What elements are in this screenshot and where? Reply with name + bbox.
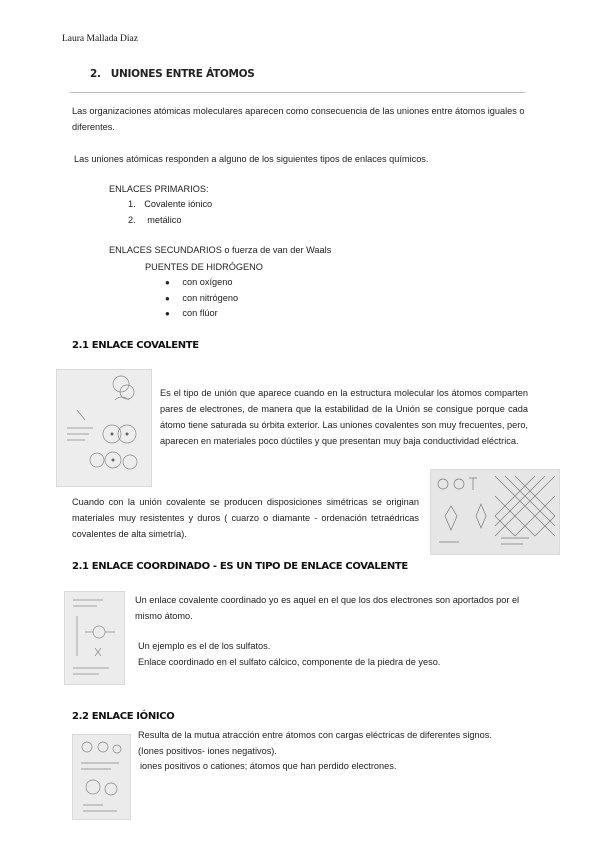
coordinate-bond-sketch-image [64, 591, 125, 685]
ionico-paragraph-3: iones positivos o cationes; átomos que han perdido electrones. [140, 761, 397, 771]
heading-ionico: 2.2 ENLACE IÓNICO [72, 711, 175, 722]
section-title [90, 68, 254, 80]
primary-item-2 [128, 212, 181, 228]
bullet-item [165, 274, 232, 291]
list-number: 2. [128, 215, 136, 225]
primary-bonds-label: ENLACES PRIMARIOS: [109, 184, 209, 194]
ionic-bond-sketch-image [72, 734, 131, 820]
heading-coordinado: 2.1 ENLACE COORDINADO - ES UN TIPO DE ENLACE COVALENTE [72, 561, 408, 572]
title-divider [70, 92, 525, 93]
bullet-icon: ● [165, 294, 170, 303]
intro-paragraph: Las organizaciones atómicas moleculares aparecen como consecuencia de las uniones entre átomos iguales o diferentes. [72, 106, 525, 132]
secondary-bonds-label: ENLACES SECUNDARIOS o fuerza de van der Waals [109, 245, 332, 255]
covalente-paragraph-2: Cuando con la unión covalente se producen disposiciones simétricas se originan materiales muy resistentes y duros ( cuarzo o diamante - ordenación tetraédricas covalentes de alta simetría). [72, 497, 419, 539]
list-text: Covalente iónico [144, 199, 213, 209]
ionico-paragraph-1: Resulta de la mutua atracción entre átomos con cargas eléctricas de diferentes signos. [138, 730, 492, 740]
bullet-text: con oxígeno [182, 277, 233, 287]
list-number: 1. [128, 199, 136, 209]
heading-covalente: 2.1 ENLACE COVALENTE [72, 340, 199, 351]
covalente-paragraph-1: Es el tipo de unión que aparece cuando en la estructura molecular los átomos comparten pares de electrones, de manera que la estabilidad de la Unión se consigue porque cada átomo tiene saturada su órbita exterior. Las uniones covalentes son muy frecuentes, pero, aparecen en materiales poco dúctiles y que presentan muy baja conductividad eléctrica. [160, 388, 528, 446]
section-title-text: UNIONES ENTRE ÁTOMOS [110, 68, 255, 80]
coordinado-paragraph-3: Enlace coordinado en el sulfato cálcico, componente de la piedra de yeso. [138, 657, 441, 667]
bullet-item [165, 305, 218, 322]
section-number: 2. [90, 68, 101, 80]
list-text: metálico [147, 215, 182, 225]
coordinado-paragraph-1: Un enlace covalente coordinado yo es aquel en el que los dos electrones son aportados por el mismo átomo. [135, 595, 520, 621]
covalent-sketch-image [56, 369, 152, 487]
bullet-text: con nitrógeno [182, 293, 239, 303]
bullet-icon: ● [165, 309, 170, 318]
crystal-structure-image [430, 469, 560, 555]
author-name: Laura Mallada Díaz [62, 34, 138, 44]
types-intro-paragraph: Las uniones atómicas responden a alguno de los siguientes tipos de enlaces químicos. [74, 154, 429, 164]
bullet-text: con flúor [182, 308, 218, 318]
primary-item-1 [128, 196, 212, 212]
coordinado-paragraph-2: Un ejemplo es el de los sulfatos. [138, 641, 271, 651]
ionico-paragraph-2: (Iones positivos- iones negativos). [138, 746, 277, 756]
hydrogen-bonds-label: PUENTES DE HIDRÓGENO [145, 262, 263, 272]
bullet-icon: ● [165, 278, 170, 287]
